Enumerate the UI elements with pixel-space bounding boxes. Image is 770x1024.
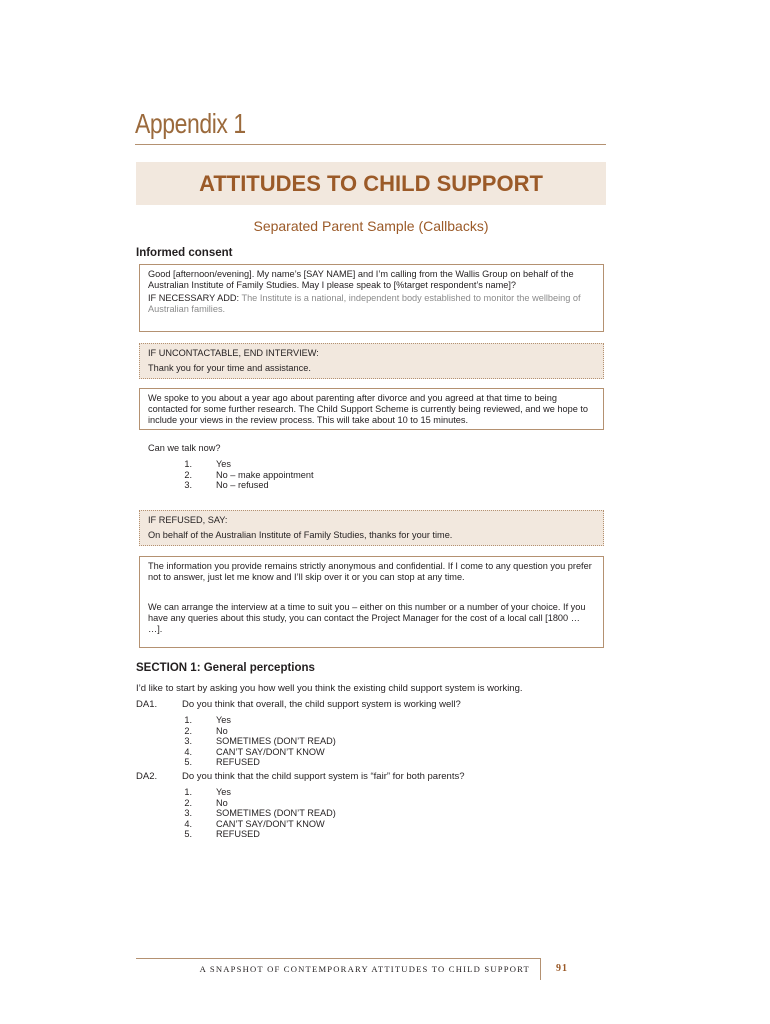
option-number: 3. xyxy=(184,808,192,818)
option-label: REFUSED xyxy=(216,757,260,767)
option-number: 5. xyxy=(184,829,192,839)
talk-now-options xyxy=(148,459,314,491)
page-number: 91 xyxy=(556,963,568,974)
option-number: 3. xyxy=(184,736,192,746)
option-row xyxy=(148,726,336,737)
greeting-box xyxy=(139,264,604,332)
running-footer: A SNAPSHOT OF CONTEMPORARY ATTITUDES TO CHILD SUPPORT xyxy=(199,964,530,974)
uncontactable-box xyxy=(139,343,604,379)
refused-thanks: On behalf of the Australian Institute of Family Studies, thanks for your time. xyxy=(148,530,453,540)
necessary-add-label: IF NECESSARY ADD: xyxy=(148,293,242,303)
option-number: 4. xyxy=(184,746,192,757)
option-label: Yes xyxy=(216,787,231,797)
section-heading: SECTION 1: General perceptions xyxy=(136,662,315,674)
question-id: DA1. xyxy=(136,699,158,710)
appointment-text: We can arrange the interview at a time to suit you – either on this number or a number of your choice. If you have any queries about this study, you can contact the Project Manager for the cost of a local call [1800 … …]. xyxy=(148,602,586,634)
option-row xyxy=(148,808,336,819)
appendix-label: Appendix 1 xyxy=(135,108,246,139)
option-row xyxy=(148,736,336,747)
callback-intro-box xyxy=(139,388,604,430)
option-number: 2. xyxy=(184,725,192,736)
option-row xyxy=(148,787,336,798)
callback-intro-text: We spoke to you about a year ago about parenting after divorce and you agreed at that time to being contacted for some further research. The Child Support Scheme is currently being reviewed, and we hope to include your views in the review process. This will take about 10 to 15 minutes. xyxy=(148,393,589,425)
title-banner xyxy=(136,162,606,205)
option-label: No – refused xyxy=(216,480,269,490)
option-label: No xyxy=(216,797,228,808)
refused-instruction: IF REFUSED, SAY: xyxy=(148,515,228,525)
necessary-add-paragraph xyxy=(148,293,595,315)
option-label: CAN’T SAY/DON’T KNOW xyxy=(216,746,325,757)
option-label: REFUSED xyxy=(216,829,260,839)
uncontactable-thanks: Thank you for your time and assistance. xyxy=(148,363,311,373)
question-id: DA2. xyxy=(136,771,158,782)
confidentiality-text: The information you provide remains strictly anonymous and confidential. If I come to any question you prefer not to answer, just let me know and I’ll skip over it or you can stop at any time. xyxy=(148,561,592,582)
refused-box xyxy=(139,510,604,546)
option-number: 5. xyxy=(184,757,192,767)
da1-options xyxy=(148,715,336,768)
question-text: Do you think that overall, the child support system is working well? xyxy=(182,699,461,710)
option-label: Yes xyxy=(216,459,231,469)
appendix-divider xyxy=(135,144,606,145)
option-label: CAN’T SAY/DON’T KNOW xyxy=(216,818,325,829)
option-number: 4. xyxy=(184,818,192,829)
greeting-text: Good [afternoon/evening]. My name’s [SAY NAME] and I’m calling from the Wallis Group on behalf of the Australian Institute of Family Studies. May I please speak to [%target respondent’s name]? xyxy=(148,269,574,290)
option-label: No – make appointment xyxy=(216,469,314,480)
option-number: 1. xyxy=(184,787,192,797)
consent-heading: Informed consent xyxy=(136,247,233,259)
question-text: Do you think that the child support system is “fair” for both parents? xyxy=(182,771,465,782)
option-row xyxy=(148,747,336,758)
option-number: 2. xyxy=(184,469,192,480)
da2-options xyxy=(148,787,336,840)
footer-divider xyxy=(136,958,540,959)
option-label: No xyxy=(216,725,228,736)
option-row xyxy=(148,829,336,840)
option-row xyxy=(148,819,336,830)
footer-page-divider xyxy=(540,958,541,980)
necessary-add-text: The Institute is a national, independent body established to monitor the wellbeing of Australian families. xyxy=(148,293,581,314)
option-number: 1. xyxy=(184,459,192,469)
option-row xyxy=(148,459,314,470)
option-row xyxy=(148,480,314,491)
option-row xyxy=(148,470,314,481)
talk-now-question: Can we talk now? xyxy=(148,443,221,453)
page-title: ATTITUDES TO CHILD SUPPORT xyxy=(199,171,543,196)
option-label: Yes xyxy=(216,715,231,725)
option-label: SOMETIMES (DON’T READ) xyxy=(216,808,336,818)
uncontactable-instruction: IF UNCONTACTABLE, END INTERVIEW: xyxy=(148,348,319,358)
option-number: 1. xyxy=(184,715,192,725)
confidentiality-box xyxy=(139,556,604,648)
section-intro: I’d like to start by asking you how well you think the existing child support system is working. xyxy=(136,683,523,694)
option-label: SOMETIMES (DON’T READ) xyxy=(216,736,336,746)
option-number: 2. xyxy=(184,797,192,808)
option-number: 3. xyxy=(184,480,192,490)
option-row xyxy=(148,715,336,726)
page-subtitle: Separated Parent Sample (Callbacks) xyxy=(253,218,489,234)
option-row xyxy=(148,757,336,768)
option-row xyxy=(148,798,336,809)
